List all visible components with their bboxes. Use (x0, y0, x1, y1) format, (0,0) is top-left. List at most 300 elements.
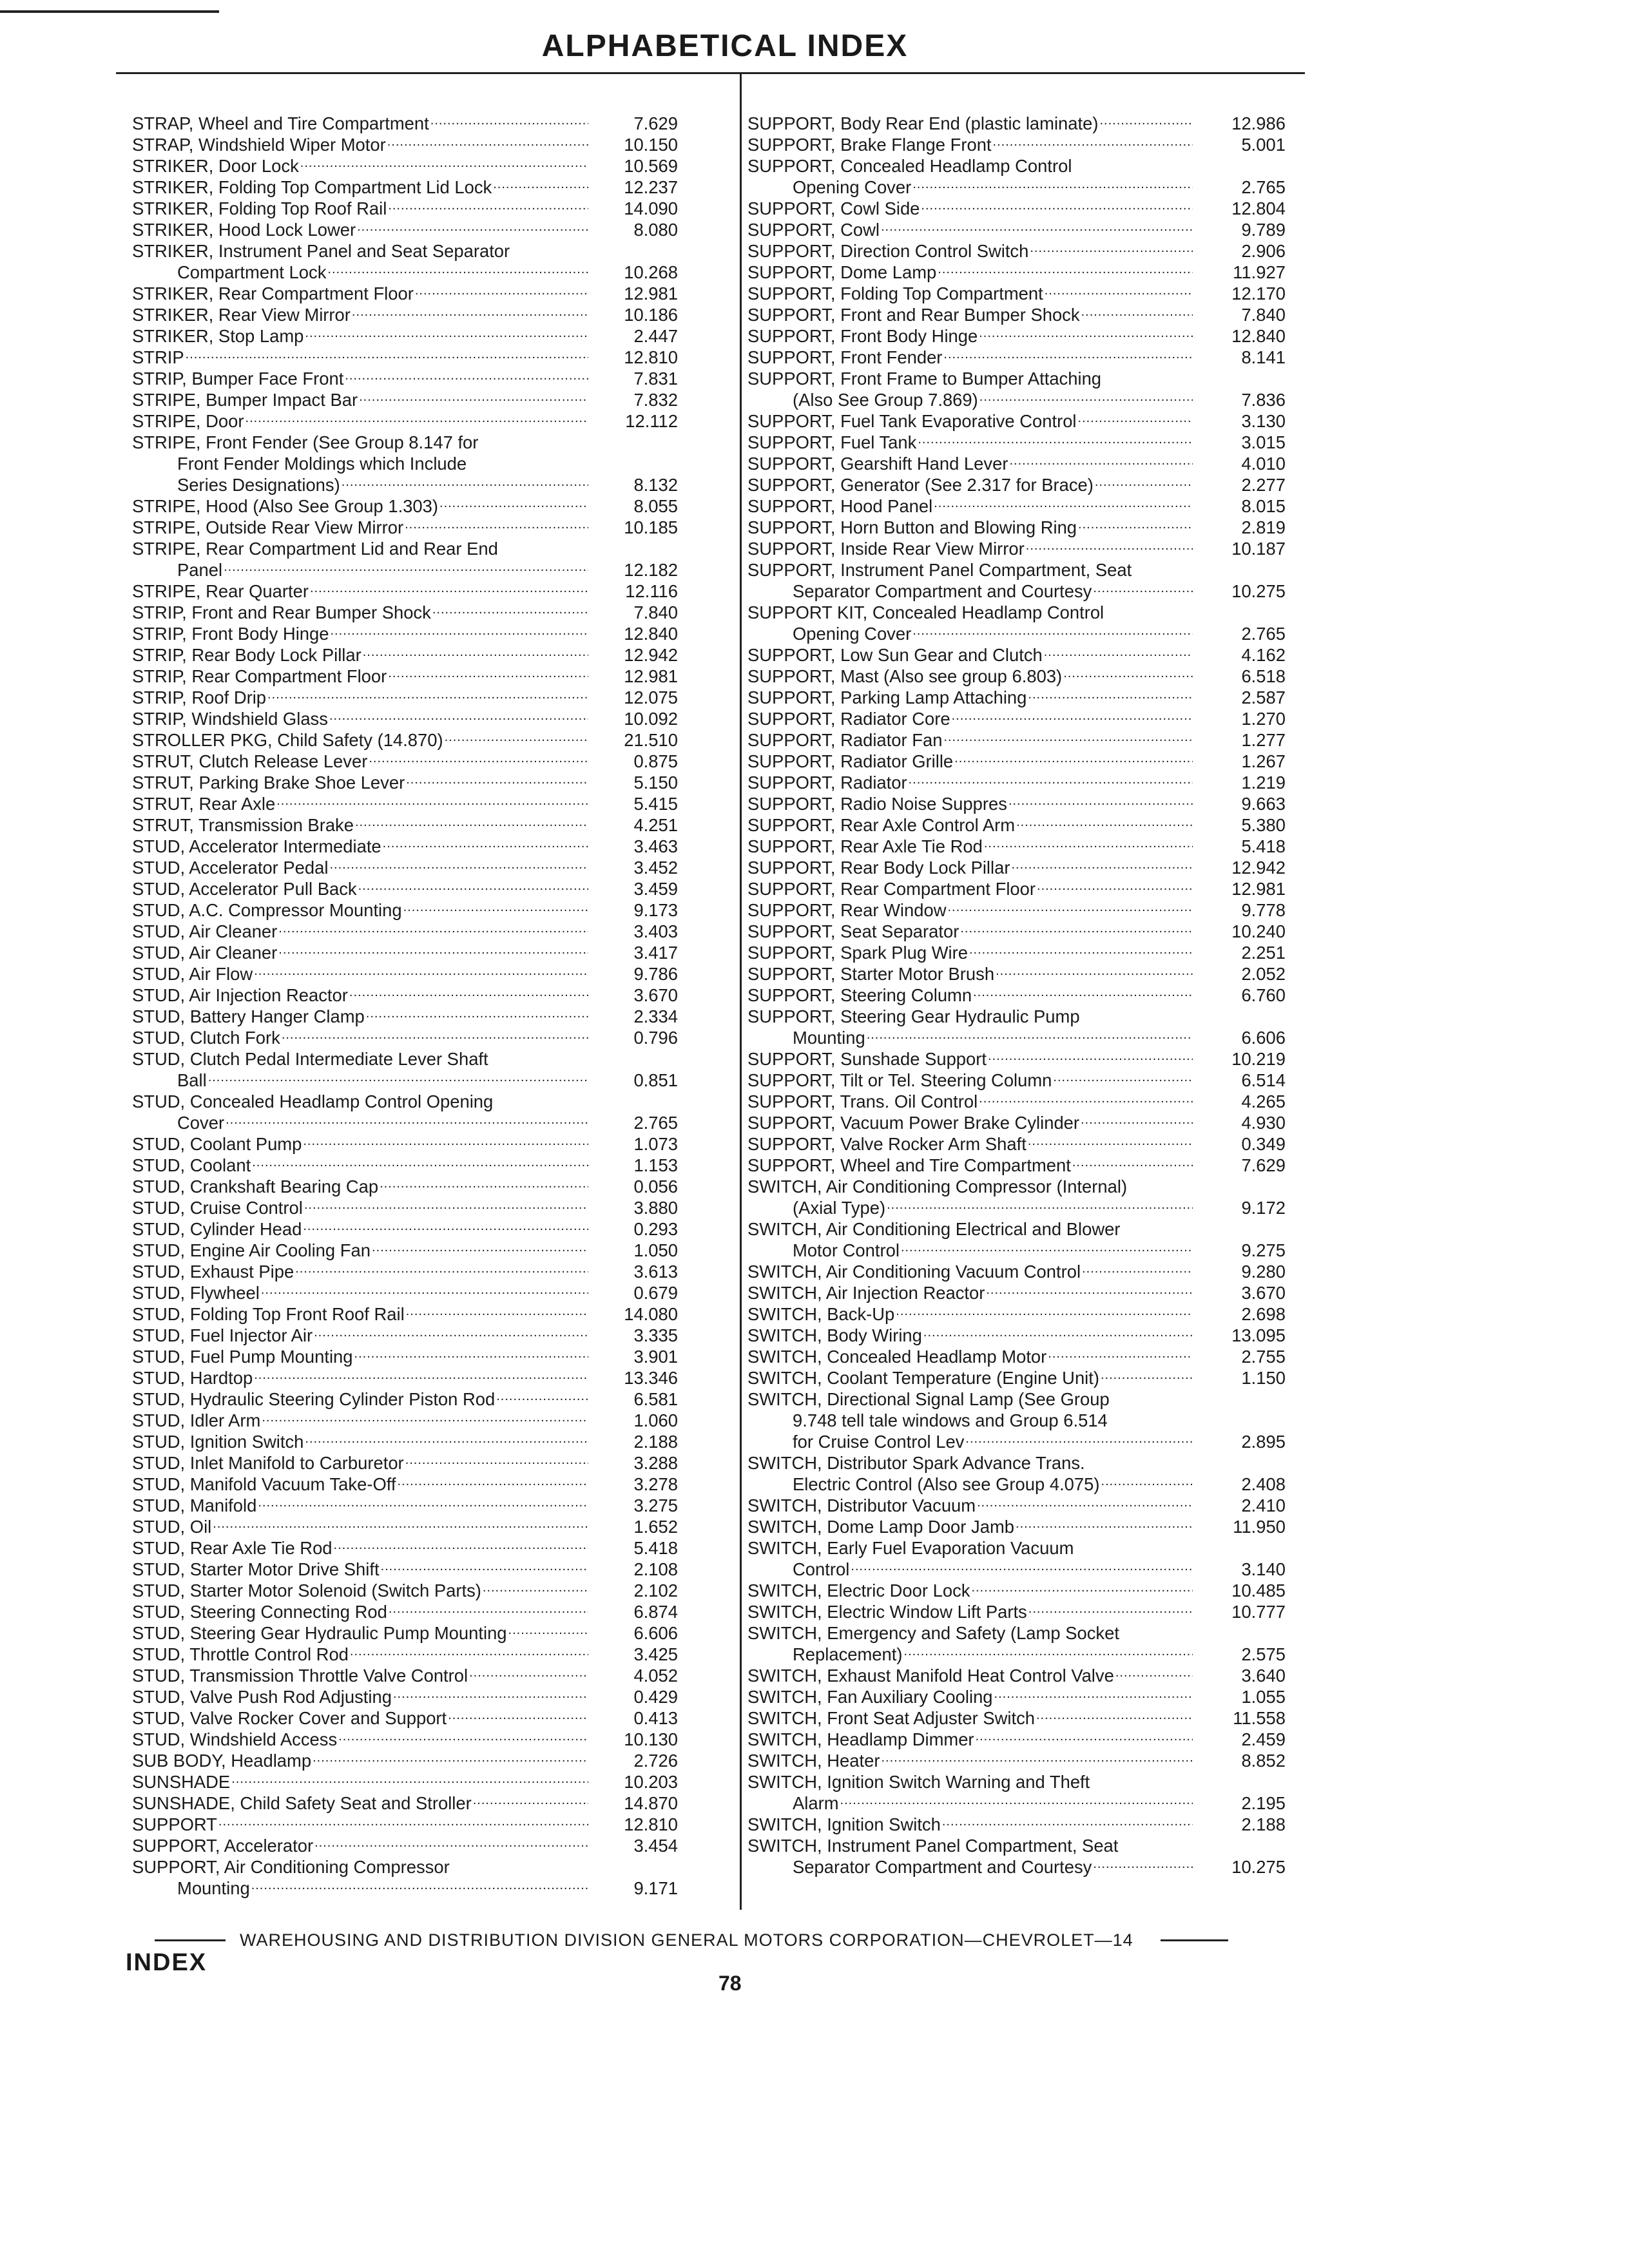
index-entry-text: Motor Control (793, 1240, 900, 1260)
dot-leader (369, 748, 588, 769)
index-group-number: 3.278 (633, 1474, 678, 1494)
dot-leader (942, 1811, 1193, 1832)
index-entry-title (132, 153, 591, 177)
index-group-number: 3.015 (1241, 432, 1286, 452)
dot-leader (405, 514, 588, 535)
index-group-number: 1.060 (633, 1410, 678, 1430)
page-title: ALPHABETICAL INDEX (541, 29, 909, 63)
dot-leader (1011, 854, 1193, 876)
index-group-number: 1.652 (633, 1517, 678, 1537)
dot-leader (1115, 1662, 1193, 1684)
index-entry-text: STRIKER, Instrument Panel and Seat Separator (132, 241, 510, 261)
dot-leader (398, 1471, 589, 1492)
dot-leader (965, 1428, 1193, 1450)
index-entry-title (132, 833, 591, 857)
index-entry-text: SUB BODY, Headlamp (132, 1751, 312, 1771)
dot-leader (186, 344, 588, 365)
dot-leader (1093, 1854, 1193, 1875)
index-entry-text: SWITCH, Electric Window Lift Parts (747, 1602, 1027, 1622)
index-group-number: 6.606 (633, 1623, 678, 1643)
index-group-number: 3.880 (633, 1198, 678, 1218)
index-group-number: 2.587 (1241, 687, 1286, 707)
index-entry-text: SWITCH, Distributor Vacuum (747, 1495, 976, 1515)
index-group-number: 6.874 (633, 1602, 678, 1622)
index-group-number: 12.810 (624, 347, 678, 367)
index-entry-text: STUD, Hardtop (132, 1368, 253, 1388)
dot-leader (1081, 302, 1193, 323)
index-entry-text: STRIPE, Door (132, 411, 244, 431)
index-entry-text: SWITCH, Dome Lamp Door Jamb (747, 1517, 1015, 1537)
dot-leader (1093, 578, 1193, 599)
dot-leader (349, 982, 588, 1003)
index-entry-text: STUD, Clutch Fork (132, 1028, 280, 1048)
index-entry-text: SUNSHADE (132, 1772, 231, 1792)
index-entry-title (132, 1343, 591, 1367)
index-group-number: 3.901 (633, 1347, 678, 1367)
index-entry-text: Replacement) (793, 1644, 903, 1664)
index-group-number: 3.335 (633, 1325, 678, 1345)
index-entry-text: SUPPORT, Front Fender (747, 347, 943, 367)
dot-leader (921, 195, 1193, 216)
dot-leader (1037, 876, 1193, 897)
dot-leader (254, 1365, 588, 1386)
index-group-number: 4.010 (1241, 454, 1286, 474)
index-entry-title (132, 939, 591, 963)
index-group-number: 2.188 (1241, 1814, 1286, 1834)
dot-leader (1078, 514, 1193, 535)
index-entry-title (747, 1556, 1195, 1580)
index-group-number: 1.150 (1241, 1368, 1286, 1388)
dot-leader (342, 472, 588, 493)
index-entry-text: SWITCH, Body Wiring (747, 1325, 922, 1345)
index-entry-title (132, 897, 591, 921)
index-group-number: 2.575 (1241, 1644, 1286, 1664)
index-entry-text: SUPPORT, Radio Noise Suppres (747, 794, 1007, 814)
index-entry-text: STUD, Accelerator Intermediate (132, 836, 381, 856)
index-entry-title (132, 1428, 591, 1452)
dot-leader (314, 1832, 588, 1854)
dot-leader (896, 1301, 1193, 1322)
index-entry (747, 134, 1289, 155)
dot-leader (278, 918, 588, 939)
index-entry-title (747, 280, 1195, 304)
index-group-number: 9.172 (1241, 1198, 1286, 1218)
index-entry-title (132, 1599, 591, 1622)
dot-leader (993, 131, 1193, 153)
left-index-column (132, 113, 715, 1899)
index-entry-title (132, 1577, 591, 1601)
index-group-number: 4.052 (633, 1666, 678, 1686)
index-group-number: 0.349 (1241, 1134, 1286, 1154)
index-entry-title (747, 131, 1195, 155)
dot-leader (943, 727, 1193, 748)
index-entry-text: SUPPORT, Accelerator (132, 1836, 314, 1856)
index-entry-text: Separator Compartment and Courtesy (793, 581, 1092, 601)
index-entry-text: STRIP, Front and Rear Bumper Shock (132, 602, 431, 622)
index-entry-title (132, 387, 591, 410)
index-group-number: 2.277 (1241, 475, 1286, 495)
index-entry-text: STRAP, Windshield Wiper Motor (132, 135, 386, 155)
index-entry (747, 1389, 1289, 1410)
index-entry-text: STUD, Cruise Control (132, 1198, 303, 1218)
index-group-number: 8.080 (633, 220, 678, 240)
index-group-number: 14.080 (624, 1304, 678, 1324)
index-entry-title (747, 1131, 1195, 1155)
index-group-number: 9.789 (1241, 220, 1286, 240)
index-group-number: 1.153 (633, 1155, 678, 1175)
index-group-number: 12.804 (1231, 198, 1286, 218)
index-group-number: 1.050 (633, 1240, 678, 1260)
dot-leader (840, 1790, 1193, 1811)
dot-leader (403, 897, 588, 918)
index-entry-title (747, 1152, 1195, 1176)
index-group-number: 3.459 (633, 879, 678, 899)
index-entry-text: STUD, Oil (132, 1517, 212, 1537)
dot-leader (366, 1003, 588, 1024)
index-group-number: 4.251 (633, 815, 678, 835)
index-entry-text: SWITCH, Ignition Switch Warning and Theft (747, 1772, 1090, 1792)
index-entry (132, 432, 715, 453)
index-entry-text: STRIP (132, 347, 184, 367)
index-group-number: 3.452 (633, 858, 678, 878)
index-entry-text: STUD, Air Cleaner (132, 943, 278, 963)
dot-leader (901, 1237, 1193, 1258)
index-entry-title (747, 791, 1195, 814)
index-entry-text: SUPPORT, Spark Plug Wire (747, 943, 968, 963)
index-entry-text: SUPPORT KIT, Concealed Headlamp Control (747, 602, 1104, 622)
index-entry-text: STRIKER, Rear Compartment Floor (132, 284, 414, 303)
index-group-number: 5.418 (633, 1538, 678, 1558)
index-entry-text: SUPPORT, Rear Axle Control Arm (747, 815, 1016, 835)
index-entry-title (132, 1641, 591, 1665)
index-entry-title (132, 1832, 591, 1856)
dot-leader (254, 961, 588, 982)
dot-leader (952, 706, 1193, 727)
index-entry-text: SUPPORT, Front Frame to Bumper Attaching (747, 369, 1102, 389)
index-entry-title (132, 1811, 591, 1835)
index-entry-title (132, 216, 591, 240)
dot-leader (350, 1641, 588, 1662)
index-entry-title (747, 323, 1195, 347)
index-entry-title (747, 1599, 1195, 1622)
index-group-number: 21.510 (624, 730, 678, 750)
index-entry-text: SWITCH, Emergency and Safety (Lamp Socket (747, 1623, 1119, 1643)
dot-leader (1053, 1067, 1193, 1088)
index-group-number: 10.275 (1231, 1857, 1286, 1877)
index-group-number: 10.240 (1231, 921, 1286, 941)
index-entry-text: STUD, Cylinder Head (132, 1219, 302, 1239)
index-entry-text: STROLLER PKG, Child Safety (14.870) (132, 730, 443, 750)
index-group-number: 10.219 (1231, 1049, 1286, 1069)
index-group-number: 12.981 (624, 284, 678, 303)
dot-leader (432, 599, 588, 620)
index-entry-title (747, 1577, 1195, 1601)
index-entry-text: STRUT, Clutch Release Lever (132, 751, 368, 771)
index-group-number: 2.251 (1241, 943, 1286, 963)
dot-leader (430, 110, 588, 131)
index-group-number: 8.132 (633, 475, 678, 495)
dot-leader (226, 1110, 588, 1131)
dot-leader (1016, 812, 1193, 833)
index-group-number: 10.185 (624, 517, 678, 537)
index-entry-title (747, 408, 1195, 432)
index-entry-title (747, 1237, 1195, 1261)
index-entry-text: Compartment Lock (177, 262, 327, 282)
index-entry-text: STUD, Air Injection Reactor (132, 985, 348, 1005)
index-entry (747, 347, 1289, 368)
index-entry-text: Mounting (177, 1878, 250, 1898)
index-group-number: 0.796 (633, 1028, 678, 1048)
index-entry-text: STUD, Steering Connecting Rod (132, 1602, 387, 1622)
index-entry (132, 517, 715, 538)
index-entry-text: SWITCH, Headlamp Dimmer (747, 1729, 974, 1749)
index-entry-text: STRIPE, Front Fender (See Group 8.147 for (132, 432, 479, 452)
dot-leader (276, 791, 588, 812)
index-entry-title (747, 429, 1195, 453)
index-entry-text: SUPPORT, Radiator (747, 773, 907, 793)
dot-leader (300, 153, 588, 174)
dot-leader (918, 429, 1193, 450)
index-entry-title (132, 1514, 591, 1537)
dot-leader (357, 216, 588, 238)
index-entry-title (747, 876, 1195, 899)
index-entry-title (747, 706, 1195, 729)
index-entry-title (132, 1450, 591, 1474)
dot-leader (923, 1322, 1193, 1343)
index-group-number: 10.275 (1231, 581, 1286, 601)
index-entry-title (132, 1365, 591, 1389)
index-entry-title (747, 1280, 1195, 1303)
index-entry-title (132, 432, 591, 453)
index-group-number: 2.765 (1241, 177, 1286, 197)
index-group-number: 2.698 (1241, 1304, 1286, 1324)
index-entry (132, 1070, 715, 1091)
index-entry (747, 1601, 1289, 1622)
dot-leader (960, 918, 1193, 939)
dot-leader (943, 344, 1193, 365)
dot-leader (979, 323, 1193, 344)
index-entry-text: STUD, Clutch Pedal Intermediate Lever Shaft (132, 1049, 488, 1069)
index-entry-title (747, 493, 1195, 517)
index-group-number: 10.187 (1231, 539, 1286, 559)
index-entry-text: STUD, Inlet Manifold to Carburetor (132, 1453, 404, 1473)
dot-leader (483, 1577, 588, 1599)
index-entry-title (132, 1110, 591, 1133)
index-entry-title (747, 1726, 1195, 1750)
dot-leader (851, 1556, 1193, 1577)
index-entry-title (132, 642, 591, 666)
index-group-number: 9.275 (1241, 1240, 1286, 1260)
index-entry-text: SWITCH, Front Seat Adjuster Switch (747, 1708, 1035, 1728)
index-entry-text: STRIKER, Rear View Mirror (132, 305, 351, 325)
index-entry-text: SWITCH, Instrument Panel Compartment, Seat (747, 1836, 1119, 1856)
dot-leader (976, 1726, 1193, 1747)
index-entry-title (132, 408, 591, 432)
index-entry-title (747, 642, 1195, 666)
index-entry-text: SUPPORT, Front Body Hinge (747, 326, 978, 346)
index-group-number: 3.454 (633, 1836, 678, 1856)
index-entry-text: STRIPE, Bumper Impact Bar (132, 390, 358, 410)
dot-leader (388, 195, 588, 216)
index-entry-title (132, 195, 591, 219)
index-entry-text: Cover (177, 1113, 225, 1133)
index-entry (747, 1750, 1289, 1771)
index-entry-title (132, 110, 591, 134)
index-entry-text: STRIP, Windshield Glass (132, 709, 328, 729)
index-entry-text: SUPPORT, Steering Column (747, 985, 972, 1005)
dot-leader (1030, 238, 1193, 259)
index-entry-title (132, 1556, 591, 1580)
index-group-number: 0.679 (633, 1283, 678, 1303)
index-group-number: 10.203 (624, 1772, 678, 1792)
index-entry-title (132, 791, 591, 814)
index-entry (132, 1835, 715, 1856)
index-entry-text: STUD, Coolant Pump (132, 1134, 302, 1154)
dot-leader (282, 1024, 588, 1046)
index-group-number: 1.219 (1241, 773, 1286, 793)
index-entry-text: (Also See Group 7.869) (793, 390, 978, 410)
dot-leader (1082, 1258, 1193, 1280)
index-entry-text: STUD, Fuel Injector Air (132, 1325, 313, 1345)
index-group-number: 2.334 (633, 1006, 678, 1026)
dot-leader (359, 387, 588, 408)
index-group-number: 12.840 (1231, 326, 1286, 346)
index-entry-text: STUD, Air Flow (132, 964, 253, 984)
index-entry-title (747, 1195, 1195, 1218)
dot-leader (954, 748, 1193, 769)
index-entry (747, 1197, 1289, 1218)
dot-leader (252, 1152, 588, 1173)
index-entry-text: SWITCH, Air Injection Reactor (747, 1283, 985, 1303)
index-group-number: 9.778 (1241, 900, 1286, 920)
dot-leader (469, 1662, 588, 1684)
index-entry-title (747, 1641, 1195, 1665)
index-group-number: 8.055 (633, 496, 678, 516)
index-entry-text: SWITCH, Air Conditioning Electrical and Blower (747, 1219, 1121, 1239)
dot-leader (218, 1811, 588, 1832)
index-group-number: 9.171 (633, 1878, 678, 1898)
index-group-number: 7.840 (633, 602, 678, 622)
dot-leader (994, 1684, 1193, 1705)
dot-leader (473, 1790, 588, 1811)
index-entry-title (132, 1407, 591, 1431)
dot-leader (1026, 535, 1193, 557)
index-group-number: 9.786 (633, 964, 678, 984)
dot-leader (381, 1556, 588, 1577)
index-entry-title (747, 514, 1195, 538)
index-entry-title (747, 1514, 1195, 1537)
index-entry-text: SWITCH, Exhaust Manifold Heat Control Valve (747, 1666, 1114, 1686)
dot-leader (267, 684, 588, 706)
index-entry-text: SWITCH, Early Fuel Evaporation Vacuum (747, 1538, 1074, 1558)
dot-leader (383, 833, 588, 854)
index-entry-text: STRIKER, Door Lock (132, 156, 299, 176)
index-group-number: 3.130 (1241, 411, 1286, 431)
index-group-number: 5.415 (633, 794, 678, 814)
index-entry-title (747, 174, 1195, 198)
index-group-number: 2.102 (633, 1581, 678, 1600)
index-entry-title (132, 1492, 591, 1516)
index-entry-title (747, 216, 1195, 240)
index-entry-text: SUPPORT, Brake Flange Front (747, 135, 992, 155)
index-entry (747, 1155, 1289, 1176)
index-entry-title (747, 1854, 1195, 1878)
dot-leader (909, 769, 1193, 791)
index-group-number: 12.112 (625, 411, 678, 431)
index-entry-text: SUPPORT, Valve Rocker Arm Shaft (747, 1134, 1027, 1154)
dot-leader (338, 1726, 588, 1747)
index-entry-text: SUPPORT, Concealed Headlamp Control (747, 156, 1072, 176)
dot-leader (314, 1322, 588, 1343)
dot-leader (1099, 110, 1193, 131)
dot-leader (508, 1620, 588, 1641)
index-entry-title (132, 1195, 591, 1218)
index-group-number: 10.092 (624, 709, 678, 729)
index-entry-text: SUPPORT, Fuel Tank Evaporative Control (747, 411, 1077, 431)
dot-leader (295, 1258, 588, 1280)
dot-leader (1028, 1131, 1193, 1152)
index-entry-text: STUD, Starter Motor Solenoid (Switch Parts) (132, 1581, 481, 1600)
index-entry-title (132, 1684, 591, 1707)
index-group-number: 3.417 (633, 943, 678, 963)
dot-leader (327, 259, 588, 280)
index-entry (747, 985, 1289, 1006)
dot-leader (354, 1343, 588, 1365)
dot-leader (1078, 408, 1193, 429)
dot-leader (1044, 642, 1193, 663)
index-group-number: 10.150 (624, 135, 678, 155)
dot-leader (912, 620, 1193, 642)
title-underline (116, 72, 1305, 74)
index-group-number: 1.277 (1241, 730, 1286, 750)
index-entry-text: SUPPORT, Tilt or Tel. Steering Column (747, 1070, 1052, 1090)
index-entry-title (132, 1280, 591, 1303)
index-group-number: 2.410 (1241, 1495, 1286, 1515)
index-group-number: 3.613 (633, 1262, 678, 1282)
dot-leader (493, 174, 588, 195)
index-entry-text: SUPPORT, Air Conditioning Compressor (132, 1857, 450, 1877)
index-entry-title (747, 450, 1195, 474)
index-entry-title (132, 982, 591, 1006)
index-entry-title (132, 1535, 591, 1559)
index-entry-title (132, 131, 591, 155)
index-group-number: 1.270 (1241, 709, 1286, 729)
index-entry (747, 581, 1289, 602)
index-group-number: 8.015 (1241, 496, 1286, 516)
index-entry-title (132, 174, 591, 198)
dot-leader (881, 1747, 1193, 1769)
dot-leader (305, 323, 588, 344)
index-entry-title (132, 1726, 591, 1750)
index-group-number: 6.514 (1241, 1070, 1286, 1090)
index-entry-title (132, 1662, 591, 1686)
dot-leader (1028, 684, 1193, 706)
dot-leader (948, 897, 1193, 918)
index-entry (747, 538, 1289, 559)
index-entry-text: STUD, Transmission Throttle Valve Control (132, 1666, 468, 1686)
index-group-number: 4.162 (1241, 645, 1286, 665)
index-entry-text: SWITCH, Electric Door Lock (747, 1581, 970, 1600)
index-entry-text: STRIPE, Rear Compartment Lid and Rear End (132, 539, 498, 559)
index-entry-text: STUD, Coolant (132, 1155, 251, 1175)
index-entry-title (747, 1790, 1195, 1814)
dot-leader (986, 1280, 1193, 1301)
dot-leader (1081, 1110, 1193, 1131)
dot-leader (904, 1641, 1193, 1662)
dot-leader (310, 578, 588, 599)
index-group-number: 3.140 (1241, 1559, 1286, 1579)
dot-leader (313, 1747, 588, 1769)
